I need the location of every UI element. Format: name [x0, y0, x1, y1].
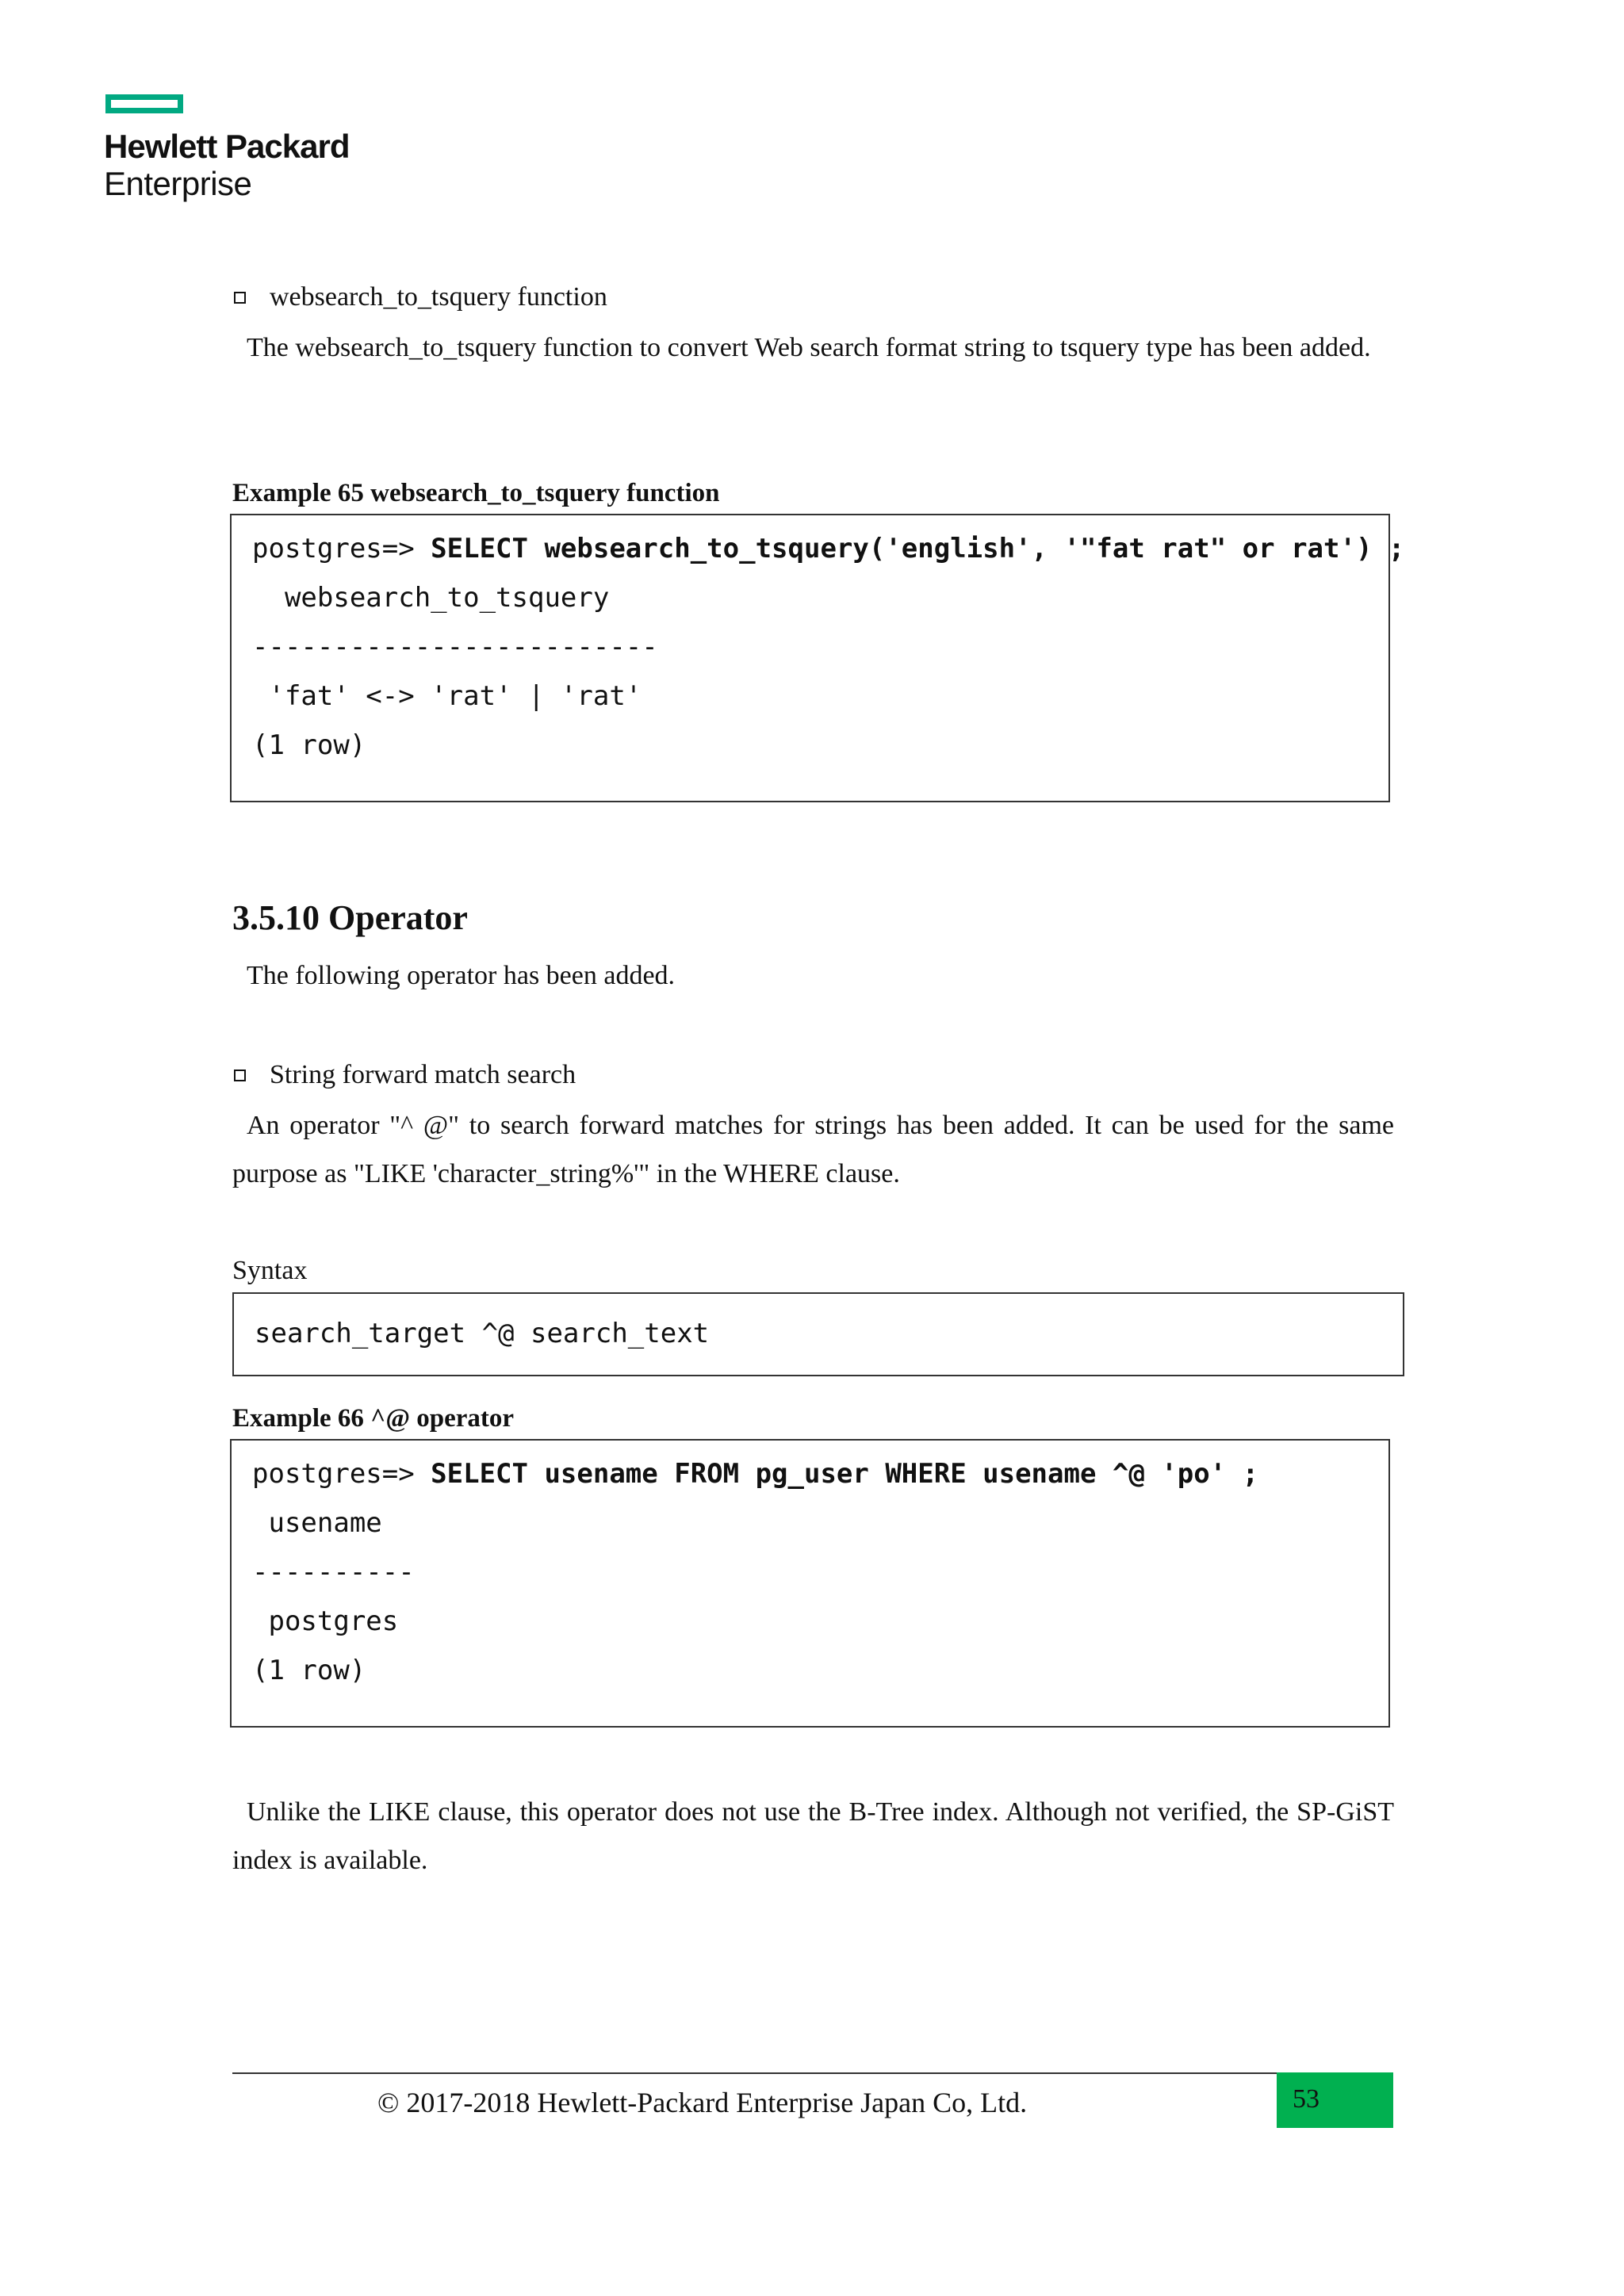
code-line-header: websearch_to_tsquery [252, 582, 610, 614]
code-block-example-65 [230, 514, 1405, 802]
example-caption: Example 65 websearch_to_tsquery function [232, 479, 720, 507]
code-block-example-66 [230, 1439, 1390, 1728]
code-line-separator: ------------------------- [252, 631, 658, 663]
code-line-rowcount: (1 row) [252, 729, 366, 761]
logo-wordmark-line2: Enterprise [104, 165, 252, 202]
bullet-item-forward-match [234, 1059, 576, 1091]
closing-paragraph: Unlike the LIKE clause, this operator does not use the B-Tree index. Although not verified, the SP-GiST index is available. [232, 1797, 1394, 1875]
footer-divider [232, 2072, 1393, 2074]
bullet-item-websearch [234, 281, 607, 313]
logo-wordmark-line1: Hewlett Packard [104, 128, 350, 165]
paragraph-websearch: The websearch_to_tsquery function to convert Web search format string to tsquery type has been added. [247, 333, 1371, 362]
bullet-title: websearch_to_tsquery function [270, 282, 607, 312]
code-line-command: postgres=> SELECT usename FROM pg_user WHERE usename ^@ 'po' ; [252, 1458, 1259, 1490]
code-line-result: postgres [252, 1605, 399, 1637]
section-heading: 3.5.10 Operator [232, 898, 468, 937]
bullet-square-icon [234, 292, 246, 304]
syntax-code-box [232, 1292, 1404, 1376]
bullet-square-icon [234, 1070, 246, 1081]
syntax-code-line: search_target ^@ search_text [255, 1318, 710, 1349]
page-number: 53 [1293, 2084, 1320, 2114]
hpe-logo-bar [105, 94, 183, 113]
section-intro: The following operator has been added. [247, 961, 676, 990]
code-line-command: postgres=> SELECT websearch_to_tsquery('english', '"fat rat" or rat') ; [252, 533, 1405, 564]
bullet-title: String forward match search [270, 1060, 576, 1089]
paragraph-operator: An operator "^ @" to search forward matches for strings has been added. It can be used for the same purpose as "LIKE 'character_string%'" in the WHERE clause. [232, 1111, 1394, 1188]
code-line-header: usename [252, 1507, 382, 1539]
footer-copyright: © 2017-2018 Hewlett-Packard Enterprise Japan Co, Ltd. [377, 2087, 1028, 2118]
example-caption: Example 66 ^@ operator [232, 1404, 515, 1433]
code-line-rowcount: (1 row) [252, 1655, 366, 1686]
code-line-result: 'fat' <-> 'rat' | 'rat' [252, 680, 642, 712]
page-number-badge [1277, 2072, 1393, 2128]
code-line-separator: ---------- [252, 1556, 415, 1588]
syntax-label: Syntax [232, 1256, 308, 1285]
